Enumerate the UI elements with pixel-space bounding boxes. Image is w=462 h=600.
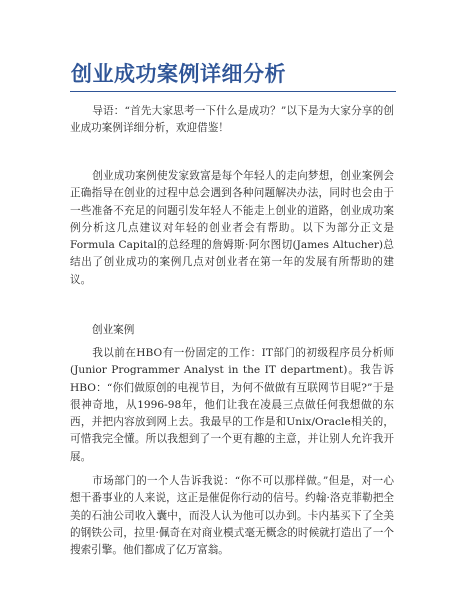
title-underline [70,91,396,92]
body-paragraph-2: 我以前在HBO有一份固定的工作：IT部门的初级程序员分析师(Junior Programmer Analyst in the IT department)。我告诉HBO：“你们做原创的电视节目，为何不做做有互联网节目呢?”于是很神奇地，从1996-98年，他们让我在凌晨三点做任何我想做的东西，并把内容放到网上去。我最早的工作是和Unix/Oracle相关的，可惜我完全懂。所以我想到了一个更有趣的主意，并让别人允许我开展。 [70,347,394,463]
body-paragraph-1: 创业成功案例使发家致富是每个年轻人的走向梦想，创业案例会正确指导在创业的过程中总会遇到各种问题解决办法，同时也会由于一些准备不充足的问题引发年轻人不能走上创业的道路，创业成功案例分析这几点建议对年轻的创业者会有帮助。以下为部分正文是Formula Capital的总经理的詹姆斯·阿尔图切(James Altucher)总结出了创业成功的案例几点对创业者在第一年的发展有所帮助的建议。 [70,170,394,286]
body-paragraph-3: 市场部门的一个人告诉我说：“你不可以那样做。”但是，对一心想干番事业的人来说，这正是催促你行动的信号。约翰·洛克菲勒把全美的石油公司收入囊中，而没人认为他可以办到。卡内基买下了全美的钢铁公司，拉里·佩奇在对商业模式毫无概念的时候就打造出了一个搜索引擎。他们都成了亿万富翁。 [70,475,394,557]
section-heading: 创业案例 [92,324,135,336]
intro-paragraph: 导语：“首先大家思考一下什么是成功？”以下是为大家分享的创业成功案例详细分析，欢迎借鉴！ [70,105,394,135]
document-title: 创业成功案例详细分析 [71,62,286,86]
